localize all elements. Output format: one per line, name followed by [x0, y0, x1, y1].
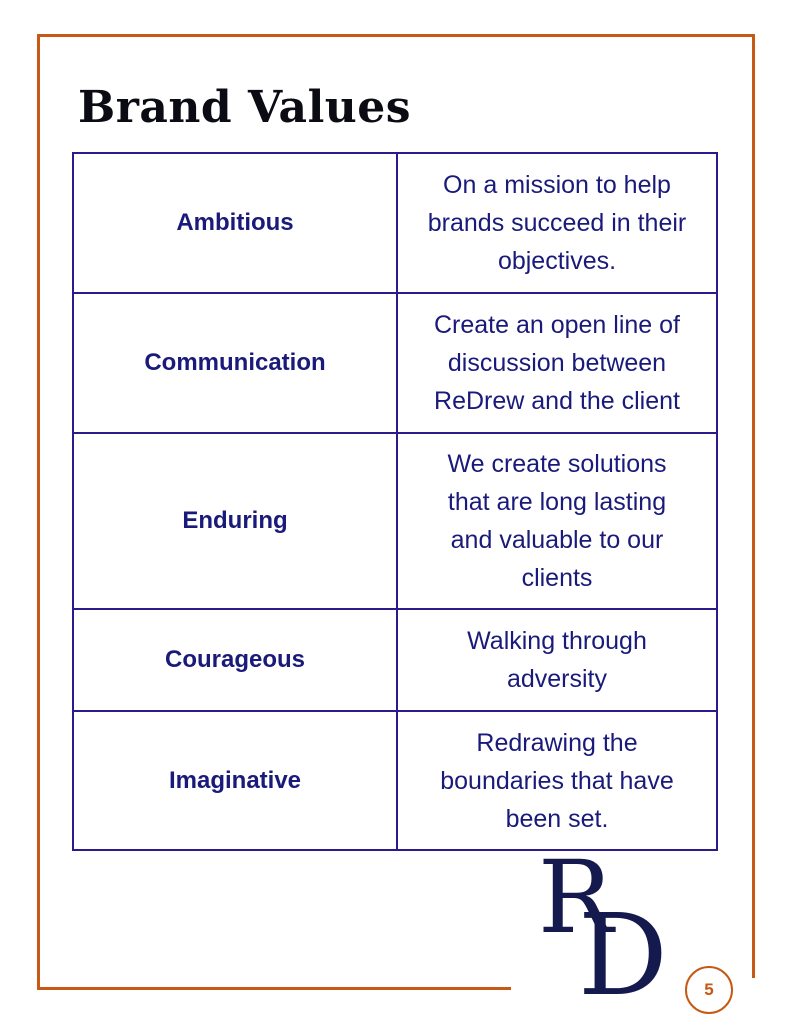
- description-line: brands succeed in their: [427, 209, 687, 237]
- value-description: [397, 153, 717, 293]
- frame-left-border: [37, 34, 40, 990]
- table-row: [73, 609, 717, 711]
- description-line: Create an open line of: [433, 311, 680, 339]
- value-description: [397, 711, 717, 850]
- description-line: Walking through: [467, 627, 647, 655]
- table-row: [73, 711, 717, 850]
- description-line: clients: [521, 564, 593, 592]
- value-name: Ambitious: [73, 153, 397, 293]
- value-name: Enduring: [73, 433, 397, 609]
- table-row: [73, 153, 717, 293]
- description-line: We create solutions: [447, 450, 667, 478]
- page-number-badge: [685, 966, 733, 1014]
- page-title: Brand Values: [78, 82, 412, 133]
- logo-letter-r: R: [538, 839, 614, 956]
- value-name: Courageous: [73, 609, 397, 711]
- logo-letter-d: D: [578, 891, 668, 1021]
- rd-monogram-logo: [538, 839, 668, 1021]
- page-number: 5: [704, 980, 714, 999]
- frame-top-border: [37, 34, 755, 37]
- brand-values-table: [72, 152, 718, 851]
- description-line: been set.: [505, 804, 609, 833]
- value-name: Imaginative: [73, 711, 397, 850]
- description-line: Redrawing the: [476, 728, 638, 757]
- description-line: discussion between: [447, 349, 667, 377]
- value-description: [397, 433, 717, 609]
- description-line: On a mission to help: [443, 171, 671, 199]
- value-description: [397, 293, 717, 433]
- frame-right-border: [752, 34, 755, 978]
- value-description: [397, 609, 717, 711]
- description-line: that are long lasting: [447, 488, 667, 516]
- description-line: and valuable to our: [450, 526, 664, 554]
- table-row: [73, 433, 717, 609]
- table-row: [73, 293, 717, 433]
- value-name: Communication: [73, 293, 397, 433]
- frame-bottom-border: [37, 987, 511, 990]
- description-line: adversity: [506, 665, 608, 693]
- description-line: objectives.: [497, 247, 617, 275]
- description-line: boundaries that have: [440, 766, 674, 795]
- description-line: ReDrew and the client: [434, 387, 680, 415]
